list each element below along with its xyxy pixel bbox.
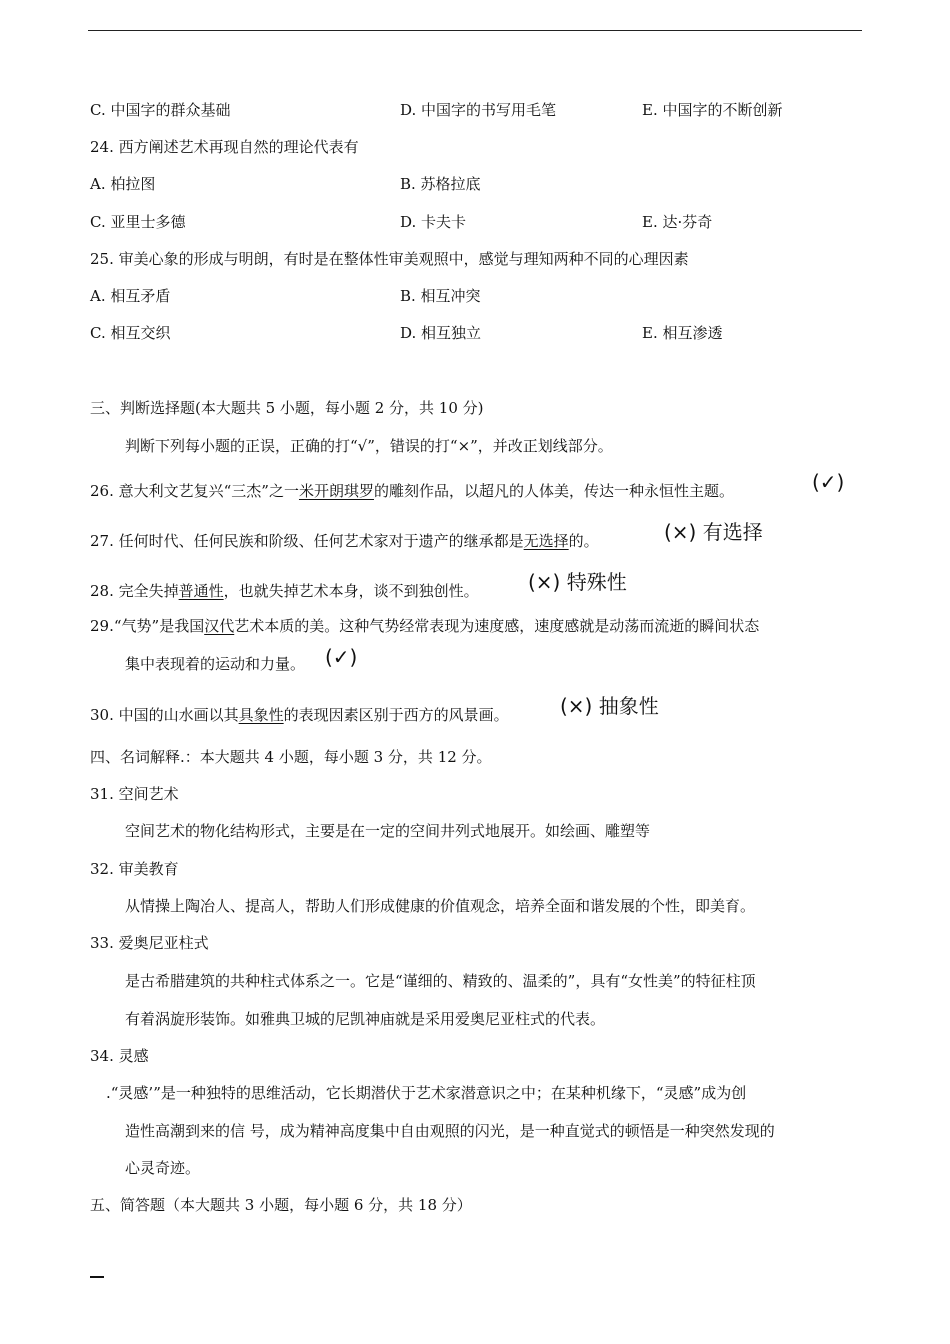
q34-definition-line1: .“灵感’”是一种独特的思维活动，它长期潜伏于艺术家潜意识之中；在某种机缘下，“灵感”成为创 <box>106 1084 747 1102</box>
q30-handwritten-mark: (×) 抽象性 <box>560 694 659 718</box>
q33-definition-line1: 是古希腊建筑的共种柱式体系之一。它是“谨细的、精致的、温柔的”，具有“女性美”的特征柱顶 <box>125 972 756 990</box>
q23-option-c: C. 中国字的群众基础 <box>90 101 231 119</box>
q29-underlined-term: 汉代 <box>204 617 235 635</box>
q25-option-e: E. 相互渗透 <box>642 324 723 342</box>
q23-option-e: E. 中国字的不断创新 <box>642 101 783 119</box>
q31-term: 31. 空间艺术 <box>90 785 179 803</box>
q30-statement <box>90 705 509 725</box>
q28-handwritten-mark: (×) 特殊性 <box>528 570 627 594</box>
q26-handwritten-mark: (✓) <box>812 470 845 494</box>
q25-option-b: B. 相互冲突 <box>400 287 481 305</box>
q27-text-post: 的。 <box>568 532 599 550</box>
q27-underlined-term: 无选择 <box>523 532 569 550</box>
q24-option-c: C. 亚里士多德 <box>90 213 186 231</box>
q24-option-d: D. 卡夫卡 <box>400 213 467 231</box>
q27-text-pre: 27. 任何时代、任何民族和阶级、任何艺术家对于遗产的继承都是 <box>90 532 524 550</box>
q33-term: 33. 爱奥尼亚柱式 <box>90 934 209 952</box>
q25-stem: 25. 审美心象的形成与明朗，有时是在整体性审美观照中，感觉与理知两种不同的心理因素 <box>90 250 689 268</box>
section-3-instruction: 判断下列每小题的正误，正确的打“√”，错误的打“×”，并改正划线部分。 <box>125 437 613 455</box>
q25-option-d: D. 相互独立 <box>400 324 482 342</box>
q27-handwritten-mark: (×) 有选择 <box>664 520 763 544</box>
q24-option-a: A. 柏拉图 <box>90 175 156 193</box>
q30-underlined-term: 具象性 <box>238 706 284 724</box>
q26-underlined-term: 米开朗琪罗 <box>298 482 374 500</box>
q34-definition-line2: 造性高潮到来的信 号，成为精神高度集中自由观照的闪光，是一种直觉式的顿悟是一种突然发现的 <box>125 1122 775 1140</box>
q30-text-pre: 30. 中国的山水画以其 <box>90 706 239 724</box>
q26-text-post: 的雕刻作品，以超凡的人体美，传达一种永恒性主题。 <box>373 482 734 500</box>
q25-option-c: C. 相互交织 <box>90 324 171 342</box>
section-5-title: 五、简答题（本大题共 3 小题，每小题 6 分，共 18 分） <box>90 1196 472 1214</box>
q32-definition: 从情操上陶冶人、提高人，帮助人们形成健康的价值观念，培养全面和谐发展的个性，即美育。 <box>125 897 756 915</box>
q30-text-post: 的表现因素区别于西方的风景画。 <box>283 706 509 724</box>
q34-term: 34. 灵感 <box>90 1047 149 1065</box>
header-rule <box>88 30 862 31</box>
q29-statement <box>90 616 759 636</box>
section-4-title: 四、名词解释.：本大题共 4 小题，每小题 3 分，共 12 分。 <box>90 748 492 766</box>
q28-statement <box>90 581 479 601</box>
q29-statement-line2: 集中表现着的运动和力量。 <box>125 655 306 673</box>
q26-statement <box>90 481 734 501</box>
q26-text-pre: 26. 意大利文艺复兴“三杰”之一 <box>90 482 299 500</box>
q27-statement <box>90 531 599 551</box>
q34-definition-line3: 心灵奇迹。 <box>125 1159 201 1177</box>
q25-option-a: A. 相互矛盾 <box>90 287 171 305</box>
q28-text-pre: 28. 完全失掉 <box>90 582 179 600</box>
q28-underlined-term: 普通性 <box>178 582 224 600</box>
footer-dash <box>90 1276 104 1278</box>
q28-text-post: ，也就失掉艺术本身，谈不到独创性。 <box>223 582 479 600</box>
q24-option-b: B. 苏格拉底 <box>400 175 481 193</box>
q29-text-pre: 29.“气势”是我国 <box>90 617 205 635</box>
q33-definition-line2: 有着涡旋形装饰。如雅典卫城的尼凯神庙就是采用爱奥尼亚柱式的代表。 <box>125 1010 606 1028</box>
q29-text-post: 艺术本质的美。这种气势经常表现为速度感，速度感就是动荡而流逝的瞬间状态 <box>234 617 760 635</box>
q23-option-d: D. 中国字的书写用毛笔 <box>400 101 557 119</box>
q24-option-e: E. 达·芬奇 <box>642 213 713 231</box>
q24-stem: 24. 西方阐述艺术再现自然的理论代表有 <box>90 138 359 156</box>
section-3-title: 三、判断选择题(本大题共 5 小题，每小题 2 分，共 10 分) <box>90 399 484 417</box>
q29-handwritten-mark: (✓) <box>325 645 358 669</box>
q32-term: 32. 审美教育 <box>90 860 179 878</box>
q31-definition: 空间艺术的物化结构形式，主要是在一定的空间井列式地展开。如绘画、雕塑等 <box>125 822 651 840</box>
